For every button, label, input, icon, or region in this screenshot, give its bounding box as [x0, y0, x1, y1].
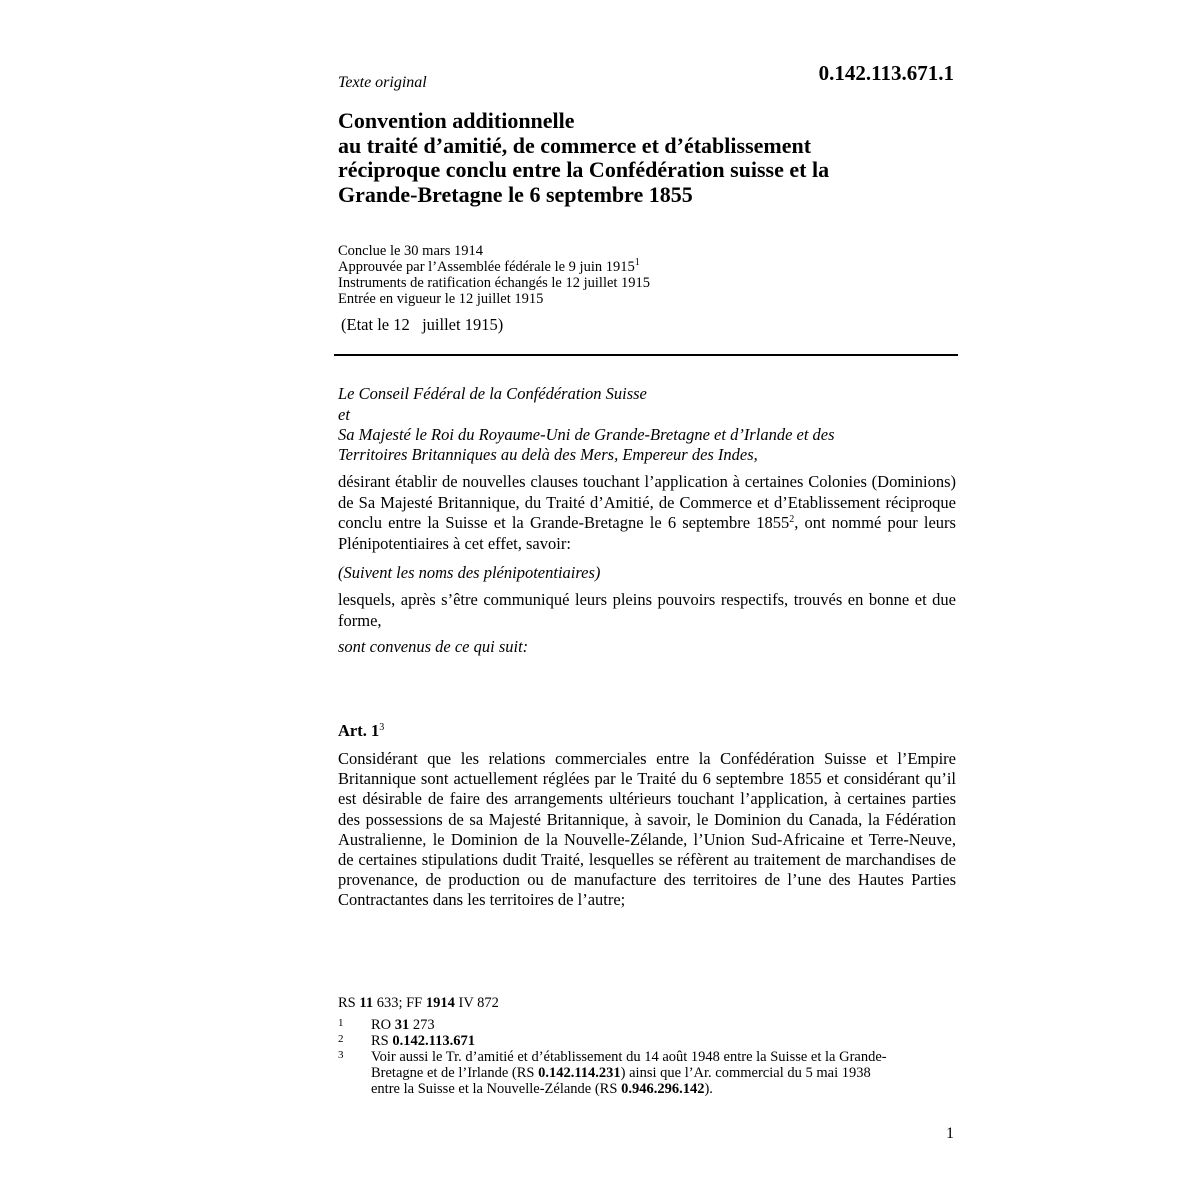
source-rs-volume: 11 [359, 995, 374, 1011]
title-line: au traité d’amitié, de commerce et d’établissement [338, 132, 812, 158]
preamble-text: désirant établir de nouvelles clauses touchant l’application à certaines Colonies (Dominions) de Sa Majesté Britannique, du Traité d’Amitié, de Commerce et d’Etablissement réciproque conclu entre la Suisse et la Grande-Bretagne le 6 septembre 1855 [338, 472, 956, 532]
footnote-ref-2[interactable]: 2 [789, 514, 795, 525]
document-title [338, 109, 958, 207]
footnote-link[interactable]: 0.946.296.142 [621, 1081, 705, 1097]
footnote-link[interactable]: 0.142.114.231 [538, 1065, 621, 1081]
footnote-suffix: 273 [409, 1017, 435, 1033]
footnote-ref-3[interactable]: 3 [379, 722, 385, 733]
footnote-number: 3 [338, 1049, 344, 1061]
source-ff-rest: IV 872 [454, 995, 499, 1011]
footnote-prefix: RS [371, 1033, 393, 1049]
party-conjunction: et [338, 405, 350, 424]
page-number: 1 [946, 1125, 954, 1142]
title-line: réciproque conclu entre la Confédération suisse et la [338, 157, 830, 182]
full-powers-paragraph: lesquels, après s’être communiqué leurs pleins pouvoirs respectifs, trouvés en bonne et due forme, [338, 590, 956, 630]
footnote-text [371, 1049, 971, 1097]
source-footnote [338, 995, 499, 1012]
footnote-line-part: ) ainsi que l’Ar. commercial du 5 mai 1938 [620, 1065, 871, 1081]
footnote-line-part: Bretagne et de l’Irlande (RS [371, 1065, 539, 1081]
party-two-line: Territoires Britanniques au delà des Mers, Empereur des Indes, [338, 445, 758, 464]
sr-reference-number: 0.142.113.671.1 [818, 61, 954, 85]
entry-into-force-date: Entrée en vigueur le 12 juillet 1915 [338, 291, 544, 307]
title-line: Convention additionnelle [338, 108, 575, 133]
footnote-line [371, 1065, 971, 1081]
title-line: Grande-Bretagne le 6 septembre 1855 [338, 181, 693, 207]
footnote-prefix: RO [371, 1017, 395, 1033]
preamble-paragraph [338, 472, 956, 554]
footnote-number: 1 [338, 1017, 344, 1029]
footnote-text [371, 1017, 971, 1033]
agreed-clause: sont convenus de ce qui suit: [338, 637, 529, 656]
source-rs-page: 633; FF [373, 995, 426, 1011]
footnote-link[interactable]: 31 [394, 1017, 410, 1033]
original-text-label: Texte original [338, 74, 427, 91]
footnote-line-part: entre la Suisse et la Nouvelle-Zélande (RS [371, 1081, 622, 1097]
document-metadata [338, 243, 650, 307]
approved-date [338, 259, 650, 275]
status-date: (Etat le 12 juillet 1915) [341, 315, 504, 334]
party-one: Le Conseil Fédéral de la Confédération Suisse [338, 384, 647, 403]
ratification-date: Instruments de ratification échangés le 12 juillet 1915 [338, 275, 651, 291]
article-1-text: Considérant que les relations commerciales entre la Confédération Suisse et l’Empire Britannique sont actuellement réglées par le Traité du 6 septembre 1855 et considérant qu’il est désirable de faire des arrangements ultérieurs touchant l’application, à certaines parties des possessions de sa Majesté Britannique, à savoir, le Dominion du Canada, la Fédération Australienne, le Dominion de la Nouvelle-Zélande, l’Union Sud-Africaine et Terre-Neuve, de certaines stipulations dudit Traité, lesquelles se réfèrent au traitement de marchandises de provenance, de production ou de manufacture des territoires de l’une des Hautes Parties Contractantes dans les territoires de l’autre; [338, 749, 956, 910]
footnote-ref-1[interactable]: 1 [634, 257, 640, 268]
footnote-line: Voir aussi le Tr. d’amitié et d’établissement du 14 août 1948 entre la Suisse et la Grande- [371, 1049, 887, 1065]
footnote-text [371, 1033, 971, 1049]
source-rs: RS [338, 995, 360, 1011]
article-heading [338, 721, 384, 741]
header-divider [334, 354, 958, 356]
article-number: Art. 1 [338, 721, 380, 740]
party-two-line: Sa Majesté le Roi du Royaume-Uni de Grande-Bretagne et d’Irlande et des [338, 425, 835, 444]
source-ff-year: 1914 [425, 995, 455, 1011]
approved-text: Approuvée par l’Assemblée fédérale le 9 juin 1915 [338, 259, 635, 275]
footnote-line-part: ). [704, 1081, 713, 1097]
footnote-number: 2 [338, 1033, 344, 1045]
concluded-date: Conclue le 30 mars 1914 [338, 243, 483, 259]
footnote-line [371, 1081, 971, 1097]
footnote-link[interactable]: 0.142.113.671 [392, 1033, 475, 1049]
preamble-text-end: , ont nommé pour leurs Plénipotentiaires à cet effet, savoir: [338, 513, 956, 553]
plenipotentiaries-note: (Suivent les noms des plénipotentiaires) [338, 563, 601, 582]
